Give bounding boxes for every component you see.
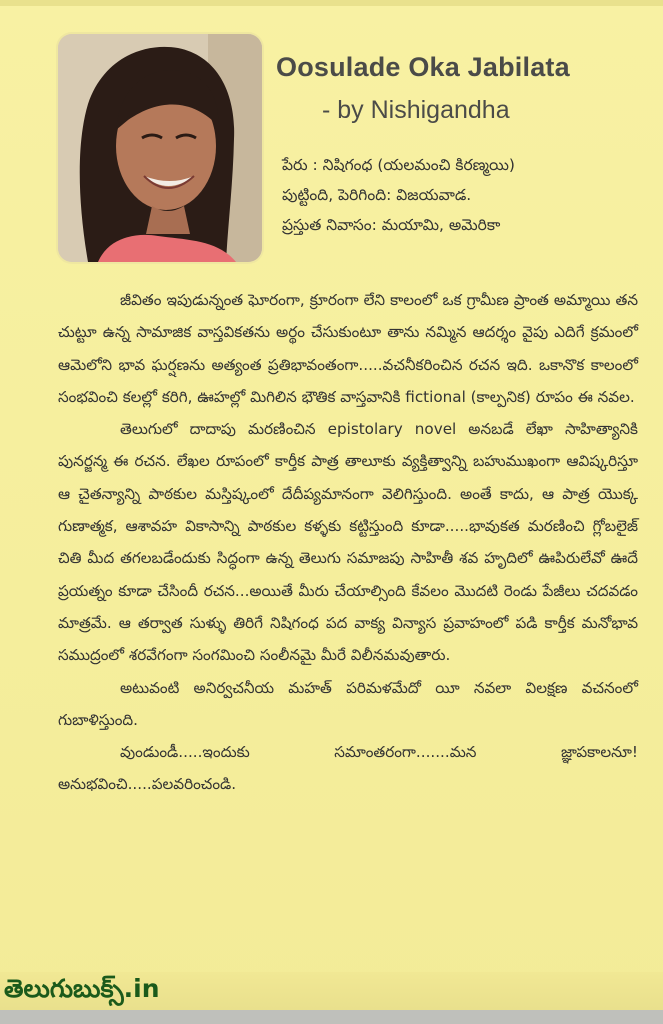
author-details <box>282 150 652 240</box>
logo-extension: .in <box>123 974 160 1003</box>
author-birthplace-line: పుట్టింది, పెరిగింది: విజయవాడ. <box>282 186 472 204</box>
book-title: Oosulade Oka Jabilata <box>276 52 570 82</box>
blurb-paragraph: వుండుండీ.....ఇందుకు సమాంతరంగా.......మన జ్ఞాపకాలనూ! అనుభవించి.....పలవరించండి. <box>58 743 638 794</box>
author-byline: - by Nishigandha <box>322 96 510 124</box>
logo-text: తెలుగుబుక్స్ <box>4 974 124 1003</box>
blurb-paragraph: అటువంటి అనిర్వచనీయ మహత్ పరిమళమేదో యీ నవలా విలక్షణ వచనంలో గుబాళిస్తుంది. <box>58 678 638 729</box>
bottom-strip <box>0 1010 663 1024</box>
site-logo <box>4 974 160 1010</box>
author-residence-line: ప్రస్తుత నివాసం: మయామి, అమెరికా <box>282 216 501 234</box>
author-name-line: పేరు : నిషిగంధ (యలమంచి కిరణ్మయి) <box>282 156 515 174</box>
blurb-paragraph: జీవితం ఇపుడున్నంత ఘోరంగా, క్రూరంగా లేని కాలంలో ఒక గ్రామీణ ప్రాంత అమ్మాయి తన చుట్టూ ఉన్న సామాజిక వాస్తవికతను అర్థం చేసుకుంటూ తాను నమ్మిన ఆదర్శం వైపు ఎదిగే క్రమంలో ఆమెలోని భావ ఘర్షణను అత్యంత ప్రతిభావంతంగా.....వచనీకరించిన రచన ఇది. ఒకానొక కాలంలో సంభవించి కలల్లో కరిగి, ఊహల్లో మిగిలిన భౌతిక వాస్తవానికి fictional (కాల్పనిక) రూపం ఈ నవల. <box>58 291 638 406</box>
cover-edge <box>0 0 663 6</box>
author-photo <box>58 34 262 262</box>
blurb-paragraph: తెలుగులో దాదాపు మరణించిన epistolary novel అనబడే లేఖా సాహిత్యానికి పునర్జన్మ ఈ రచన. లేఖల రూపంలో కార్తీక పాత్ర తాలూకు వ్యక్తిత్వాన్ని బహుముఖంగా ఆవిష్కరిస్తూ ఆ చైతన్యాన్ని పాఠకుల మస్తిష్కంలో దేదీప్యమానంగా వెలిగిస్తుంది. అంతే కాదు, ఆ పాత్ర యొక్క గుణాత్మక, ఆశావహ వికాసాన్ని పాఠకుల కళ్ళకు కట్టిస్తుంది కూడా.....భావుకత మరణించి గ్లోబలైజ్ చితి మీద తగలబడేందుకు సిద్ధంగా ఉన్న తెలుగు సమాజపు సాహితీ శవ హృదిలో ఊపిరులేవో ఊదే ప్రయత్నం కూడా చేసిందీ రచన...అయితే మీరు చేయాల్సింది కేవలం మొదటి రెండు పేజీలు చదవడం మాత్రమే. ఆ తర్వాత సుళ్ళు తిరిగే నిషిగంధ పద వాక్య విన్యాస ప్రవాహంలో పడి కార్తీక మనోభావ సముద్రంలో శరవేగంగా సంగమించి సంలీనమై మీరే విలీనమవుతారు. <box>58 420 638 665</box>
blurb-text <box>58 284 638 801</box>
